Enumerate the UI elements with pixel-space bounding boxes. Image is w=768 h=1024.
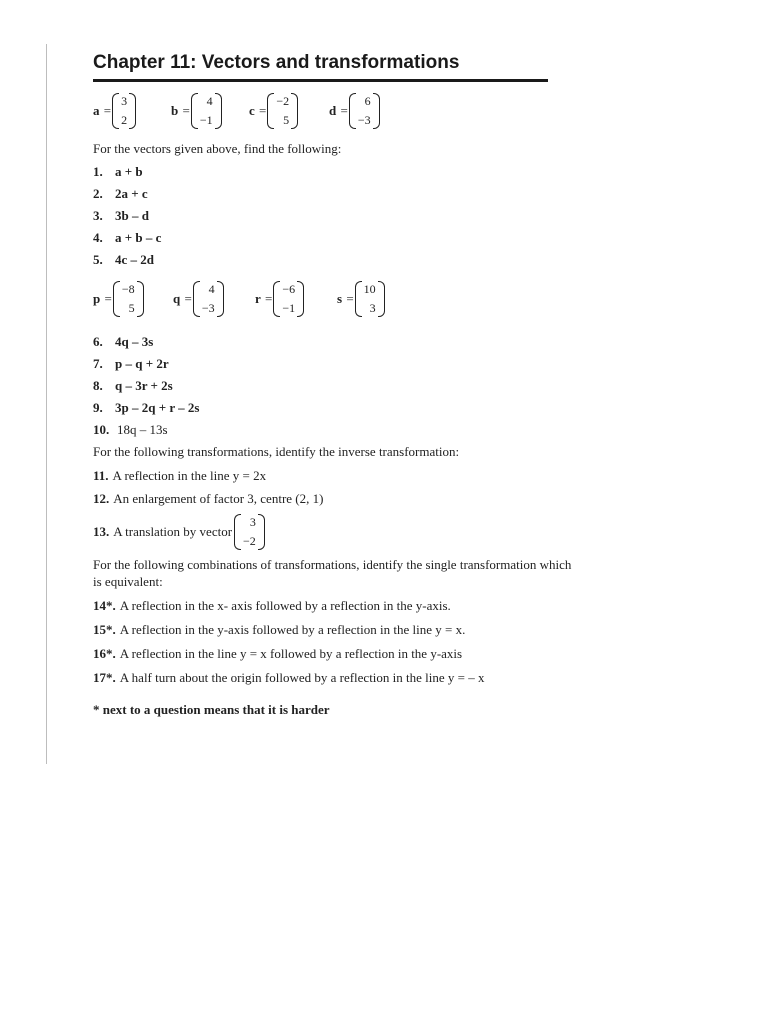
vector-matrix: 10 3 xyxy=(355,280,385,318)
vector-matrix: 3 −2 xyxy=(234,513,265,551)
question-list-2 xyxy=(93,331,613,441)
question-item: 17*. A half turn about the origin followed by a reflection in the line y = – x xyxy=(93,670,485,685)
vector-q: q = 4 −3 xyxy=(173,280,255,318)
page-title: Chapter 11: Vectors and transformations xyxy=(93,52,460,73)
question-item: 9. 3p – 2q + r – 2s xyxy=(93,400,200,415)
page-margin-rule xyxy=(46,44,47,764)
instructions-combinations: For the following combinations of transformations, identify the single transformation which is equivalent: xyxy=(93,557,572,589)
question-item: 11. A reflection in the line y = 2x xyxy=(93,468,267,483)
instructions-vectors-1: For the vectors given above, find the following: xyxy=(93,141,342,156)
question-item: 1. a + b xyxy=(93,164,143,179)
worksheet xyxy=(93,50,613,718)
vector-matrix: 3 2 xyxy=(112,92,136,130)
question-item: 10. 18q – 13s xyxy=(93,422,168,437)
instructions-inverse: For the following transformations, identify the inverse transformation: xyxy=(93,444,460,459)
question-item: 5. 4c – 2d xyxy=(93,252,154,267)
vector-matrix: 4 −3 xyxy=(193,280,224,318)
vector-b: b = 4 −1 xyxy=(171,92,249,130)
vector-d: d = 6 −3 xyxy=(329,92,380,130)
vector-matrix: −6 −1 xyxy=(273,280,304,318)
question-item: 13. A translation by vector 3 −2 xyxy=(93,510,613,554)
vector-c: c = −2 5 xyxy=(249,92,329,130)
question-list-1 xyxy=(93,161,613,271)
question-item: 8. q – 3r + 2s xyxy=(93,378,173,393)
vector-matrix: 4 −1 xyxy=(191,92,222,130)
vector-row-2 xyxy=(93,273,613,325)
vector-row-1 xyxy=(93,88,613,134)
question-list-3 xyxy=(93,464,613,554)
vector-matrix: −2 5 xyxy=(267,92,298,130)
question-list-4 xyxy=(93,594,613,690)
question-item: 12. An enlargement of factor 3, centre (2, 1) xyxy=(93,491,324,506)
vector-p: p = −8 5 xyxy=(93,280,173,318)
question-item: 2. 2a + c xyxy=(93,186,148,201)
question-item: 7. p – q + 2r xyxy=(93,356,169,371)
vector-matrix: −8 5 xyxy=(113,280,144,318)
question-item: 16*. A reflection in the line y = x followed by a reflection in the y-axis xyxy=(93,646,463,661)
vector-matrix: 6 −3 xyxy=(349,92,380,130)
question-item: 14*. A reflection in the x- axis followed by a reflection in the y-axis. xyxy=(93,598,451,613)
question-item: 6. 4q – 3s xyxy=(93,334,154,349)
question-item: 15*. A reflection in the y-axis followed by a reflection in the line y = x. xyxy=(93,622,466,637)
vector-s: s = 10 3 xyxy=(337,280,385,318)
vector-a: a = 3 2 xyxy=(93,92,171,130)
question-item: 4. a + b – c xyxy=(93,230,162,245)
vector-r: r = −6 −1 xyxy=(255,280,337,318)
difficulty-note: * next to a question means that it is harder xyxy=(93,702,330,717)
question-item: 3. 3b – d xyxy=(93,208,149,223)
